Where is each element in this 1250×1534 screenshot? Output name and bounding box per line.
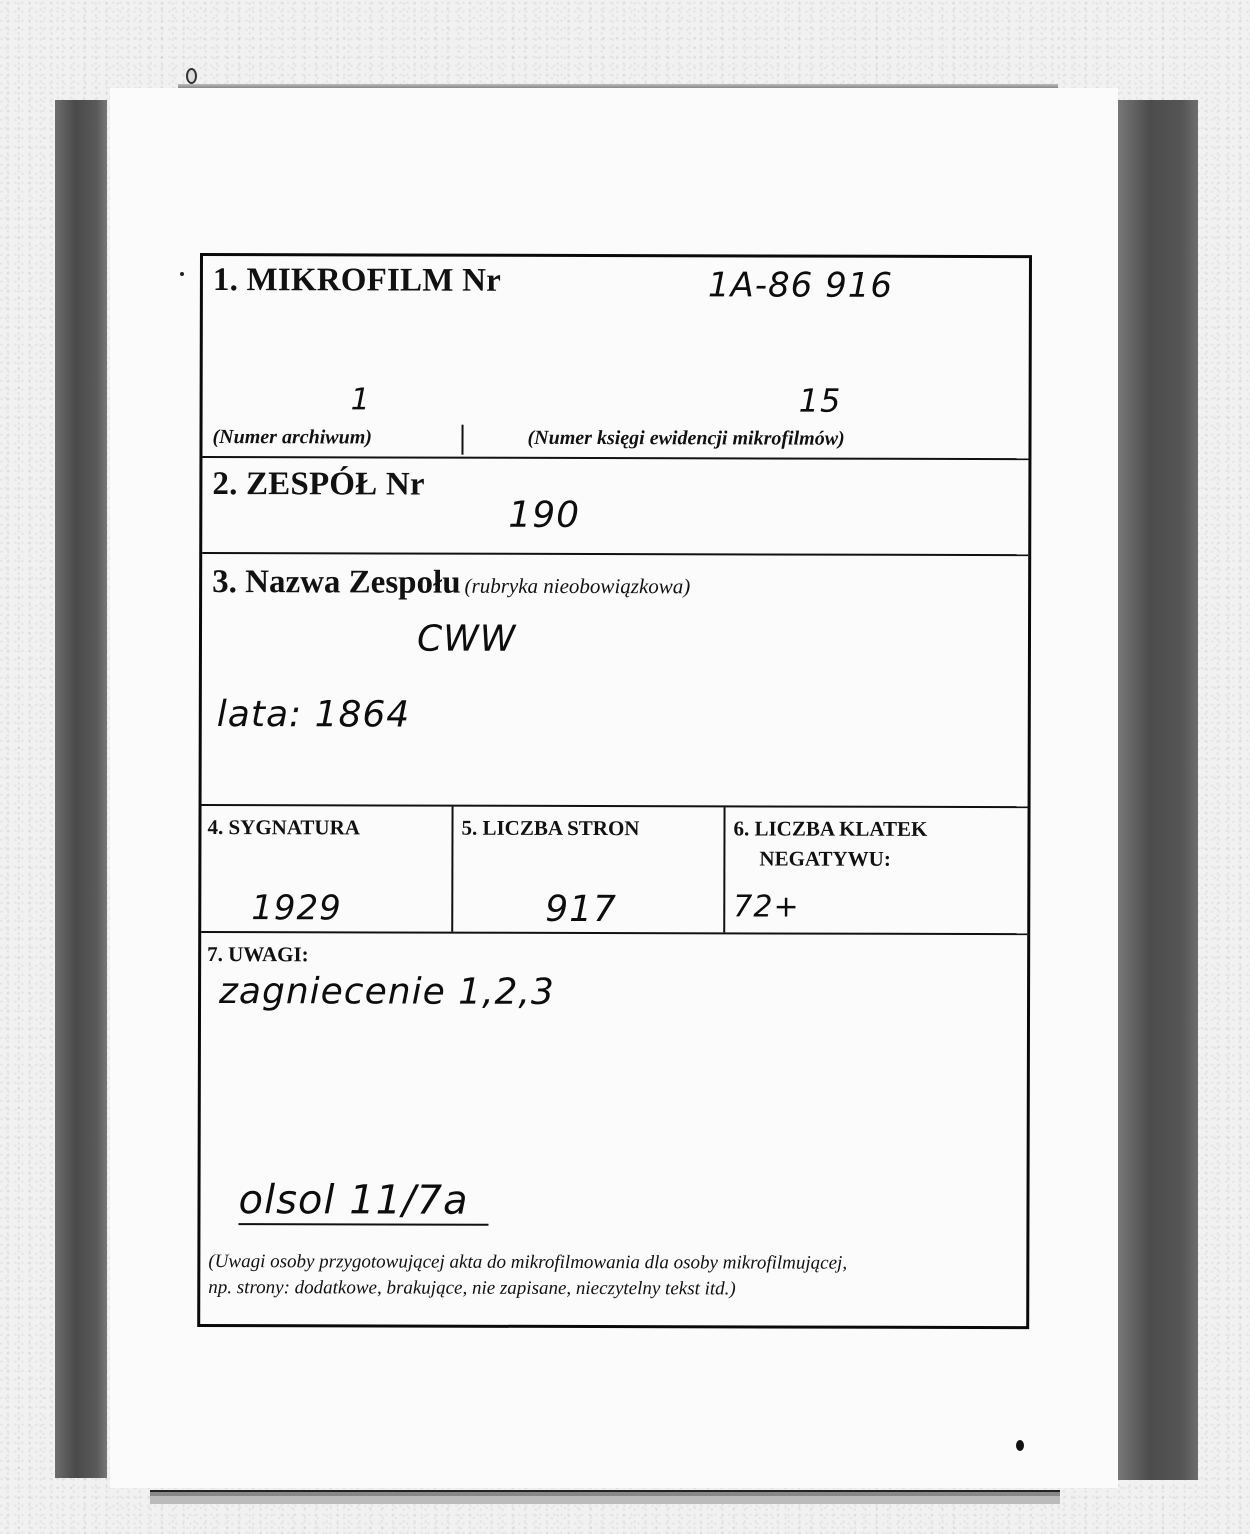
field-label-mikrofilm: 1. MIKROFILM Nr [212,262,502,299]
handwritten-zespol-name: CWW [416,618,517,660]
field-label-nazwa-zespolu: 3. Nazwa Zespołu [212,564,461,601]
field-label-note: (rubryka nieobowiązkowa) [464,573,691,599]
handwritten-microfilm-number: 1A-86 916 [707,265,894,306]
handwritten-note: zagniecenie 1,2,3 [219,971,555,1013]
field-label-liczba-klatek-2: NEGATYWU: [759,846,891,871]
handwritten-register-number: 15 [798,381,842,420]
handwritten-years: lata: 1864 [216,694,411,736]
paper-bottom-edge [150,1490,1060,1504]
field-uwagi [200,931,1027,1326]
field-sygnatura [201,806,453,932]
caption-uwagi-line2: np. strony: dodatkowe, brakujące, nie zapisane, nieczytelny tekst itd.) [208,1277,736,1300]
field-liczba-stron [453,807,725,933]
caption-uwagi-line1: (Uwagi osoby przygotowującej akta do mikrofilmowania dla osoby mikrofilmującej, [208,1251,848,1274]
field-zespol-nr [202,456,1028,554]
field-label-row [212,564,690,602]
handwritten-archive-number: 1 [350,382,371,418]
field-liczba-klatek [725,807,1027,933]
field-mikrofilm [202,256,1029,458]
field-label-uwagi: 7. UWAGI: [207,942,309,967]
scan-artifact-dot [186,68,197,84]
handwritten-sygnatura: 1929 [251,888,342,929]
field-label-zespol: 2. ZESPÓŁ Nr [212,466,425,503]
caption-archive-number: (Numer archiwum) [212,426,373,449]
field-nazwa-zespolu [202,552,1029,806]
field-label-sygnatura: 4. SYGNATURA [207,815,360,840]
caption-divider [461,425,463,455]
handwritten-liczba-stron: 917 [545,888,618,931]
field-label-liczba-klatek-1: 6. LICZBA KLATEK [733,816,928,841]
handwritten-signature: olsol 11/7a [238,1177,488,1226]
caption-register-number: (Numer księgi ewidencji mikrofilmów) [527,426,845,450]
film-edge-left [55,100,107,1478]
field-label-liczba-stron: 5. LICZBA STRON [461,815,640,841]
film-edge-right [1118,100,1198,1480]
handwritten-zespol-number: 190 [508,494,581,536]
ink-spot [1016,1440,1024,1451]
scan-artifact-dot [180,272,184,276]
handwritten-liczba-klatek: 72+ [733,889,800,925]
microfilm-form [197,253,1032,1329]
fields-sygnatura-strony-klatki [201,804,1027,933]
